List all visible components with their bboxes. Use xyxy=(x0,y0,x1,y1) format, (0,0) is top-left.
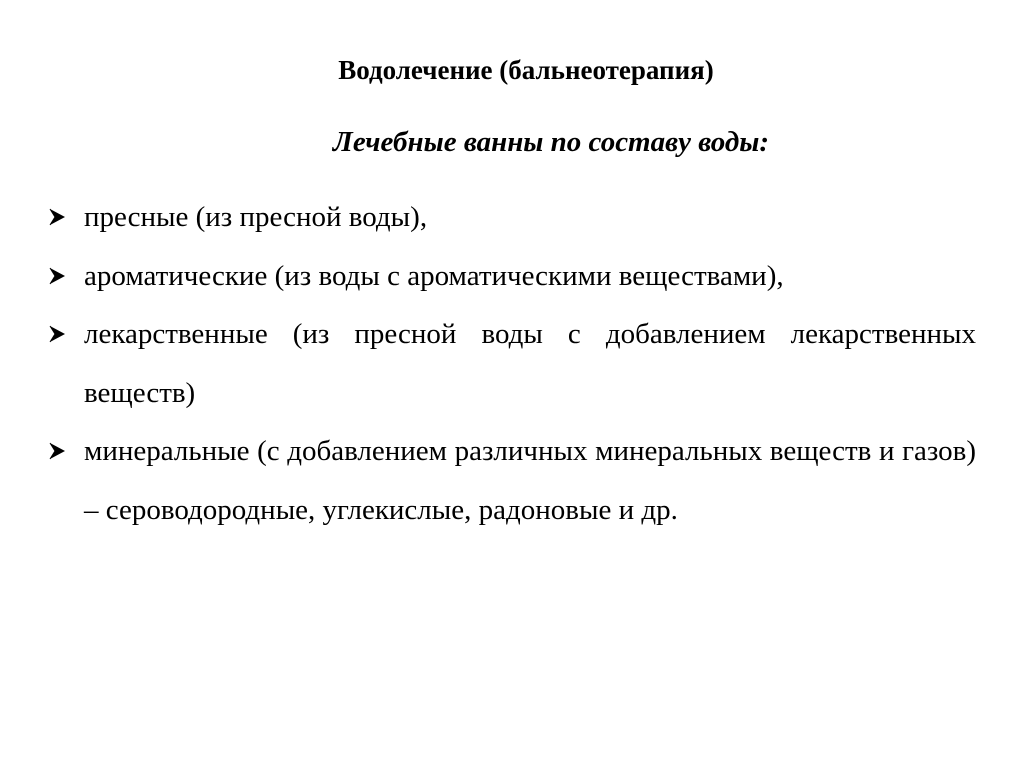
arrowhead-bullet-icon xyxy=(48,267,66,285)
arrowhead-bullet-icon xyxy=(48,325,66,343)
list-item-text: минеральные (с добавлением различных минеральных веществ и газов) – сероводородные, углекислые, радоновые и др. xyxy=(84,435,976,526)
list-item-text: пресные (из пресной воды), xyxy=(84,201,428,233)
slide-subtitle: Лечебные ванны по составу воды: xyxy=(332,126,770,158)
list-item-text: ароматические (из воды с ароматическими веществами), xyxy=(84,259,784,292)
bullet-list xyxy=(48,188,976,539)
arrowhead-bullet-icon xyxy=(48,442,66,460)
list-item xyxy=(48,188,976,247)
slide-title: Водолечение (бальнеотерапия) xyxy=(338,55,714,85)
list-item xyxy=(48,247,976,306)
list-item xyxy=(48,422,976,539)
arrowhead-bullet-icon xyxy=(48,208,66,226)
list-item xyxy=(48,305,976,422)
list-item-text: лекарственные (из пресной воды с добавлением лекарственных веществ) xyxy=(84,318,976,409)
